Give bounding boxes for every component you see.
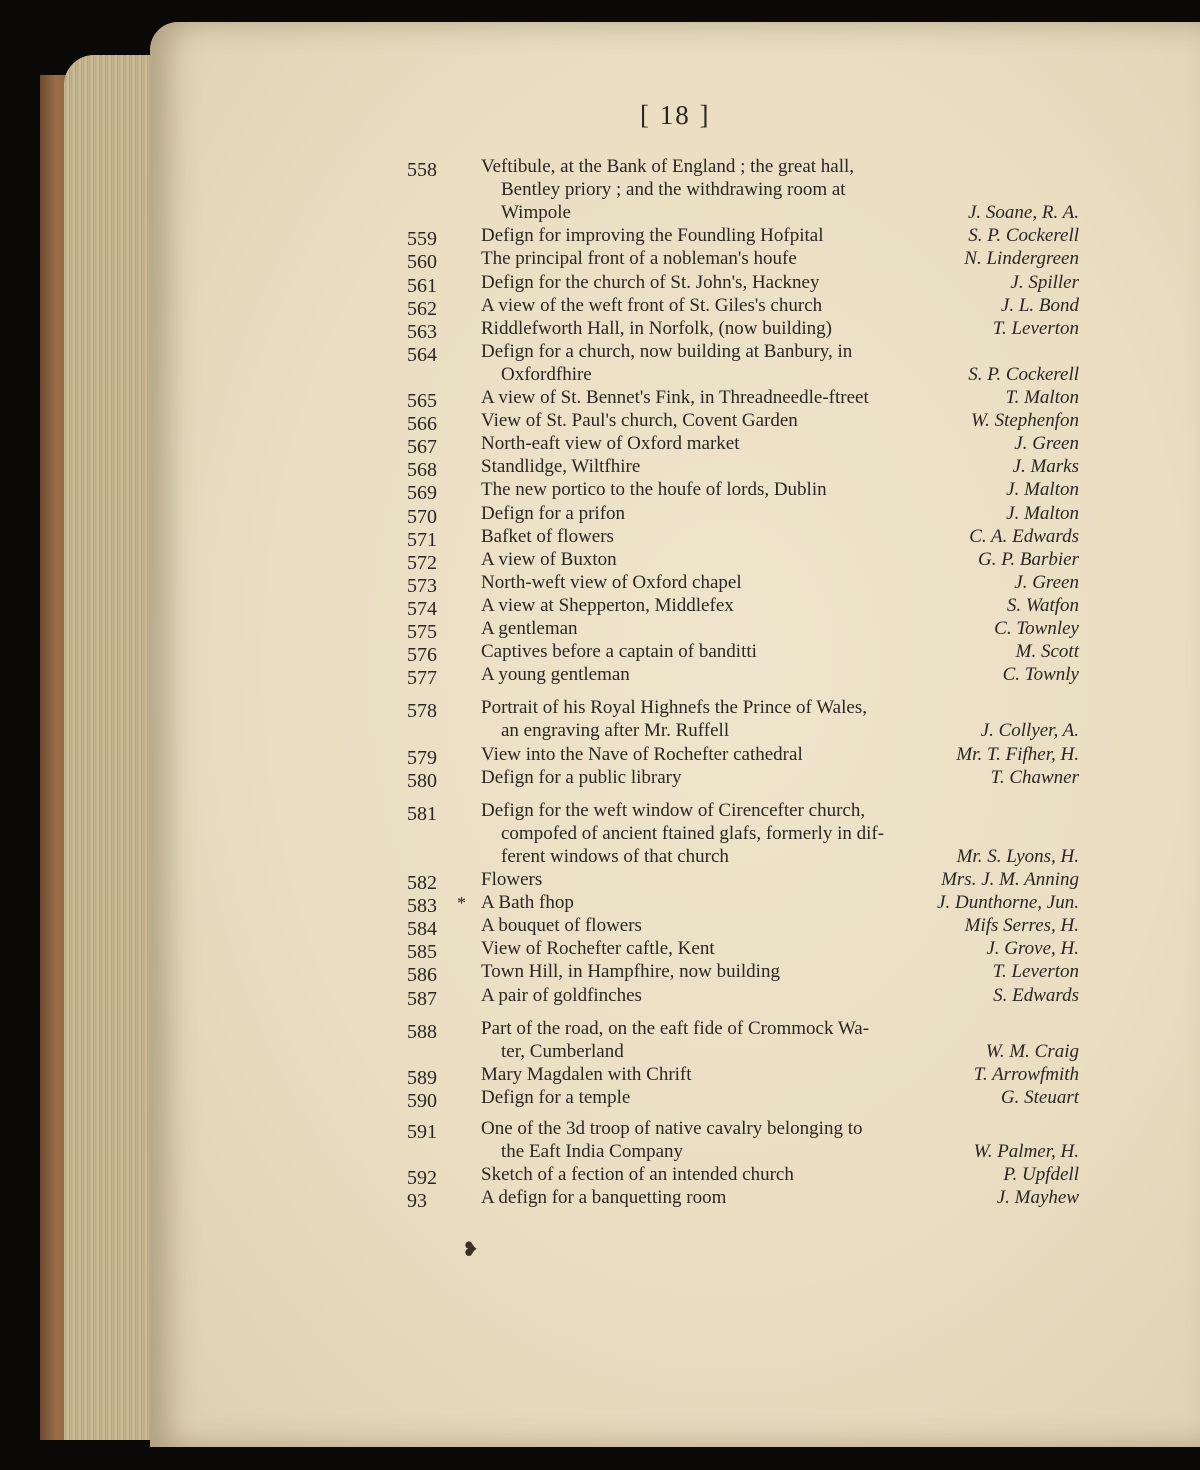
catalogue-entry: [395, 961, 1095, 987]
entry-title-continuation: ter, Cumberland: [501, 1040, 624, 1062]
entry-artist: T. Malton: [1005, 387, 1079, 408]
entry-artist: M. Scott: [1015, 641, 1079, 663]
entry-artist: J. Collyer, A.: [980, 720, 1079, 742]
entry-artist: Mrs. J. M. Anning: [941, 869, 1079, 890]
entry-number: 581: [407, 802, 437, 825]
catalogue-entry: [395, 1018, 1095, 1064]
entry-number: 585: [407, 941, 437, 964]
entry-title: Defign for a prifon: [481, 502, 626, 524]
entry-title: One of the 3d troop of native cavalry belonging to: [481, 1118, 863, 1139]
catalogue-entry: [395, 985, 1095, 1008]
entry-title: Town Hill, in Hampfhire, now building: [481, 961, 780, 983]
entry-artist: P. Upfdell: [1003, 1164, 1079, 1186]
entry-title: A Bath fhop: [481, 892, 574, 914]
catalogue-entry: [395, 572, 1095, 595]
catalogue-entry: [395, 225, 1095, 251]
entry-title-continuation: ferent windows of that church: [501, 845, 729, 867]
page-number: [ 18 ]: [640, 100, 711, 130]
entry-number: 570: [407, 505, 437, 528]
entry-title: North-weft view of Oxford chapel: [481, 571, 742, 593]
entry-number: 586: [407, 964, 437, 987]
entry-number: 571: [407, 528, 437, 551]
entry-artist: S. Watfon: [1006, 594, 1079, 616]
entry-number: 567: [407, 436, 437, 459]
catalogue-entry: [395, 387, 1095, 410]
entry-title: The principal front of a nobleman's houfe: [481, 248, 797, 270]
catalogue-entry: [395, 595, 1095, 618]
entry-number: 559: [407, 228, 437, 251]
entry-title: Veftibule, at the Bank of England ; the great hall,: [481, 156, 855, 177]
catalogue-entry: [395, 549, 1095, 572]
catalogue-entry: [395, 341, 1095, 387]
catalogue-entry: [395, 156, 1095, 225]
catalogue-entry: [395, 697, 1095, 743]
entry-artist: G. P. Barbier: [978, 548, 1079, 570]
entry-title: Defign for improving the Foundling Hofpital: [481, 225, 824, 247]
catalogue-entry: [395, 1164, 1095, 1190]
entry-artist: W. M. Craig: [985, 1040, 1079, 1062]
entry-title: A defign for a banquetting room: [481, 1187, 727, 1209]
entry-artist: C. A. Edwards: [969, 525, 1079, 547]
entry-artist: J. Green: [1014, 571, 1079, 593]
catalogue-entry: [395, 1087, 1095, 1110]
entry-title: View of St. Paul's church, Covent Garden: [481, 410, 798, 432]
entry-title-continuation: an engraving after Mr. Ruffell: [501, 720, 730, 742]
entry-title: Sketch of a fection of an intended church: [481, 1164, 794, 1186]
entry-title: Defign for a church, now building at Banbury, in: [481, 340, 853, 362]
catalogue-entry: [395, 318, 1095, 341]
entry-title: A young gentleman: [481, 664, 630, 686]
entry-number: 562: [407, 297, 437, 320]
entry-number: 579: [407, 746, 437, 769]
entry-number: 560: [407, 251, 437, 274]
catalogue-entry: [395, 1118, 1095, 1164]
entry-title-continuation: Bentley priory ; and the withdrawing room at: [501, 179, 846, 201]
entry-title: Flowers: [481, 869, 543, 890]
catalogue-entry: [395, 272, 1095, 295]
entry-title: A view at Shepperton, Middlefex: [481, 594, 734, 616]
catalogue-entry: [395, 618, 1095, 641]
catalogue-entry: [395, 503, 1095, 526]
catalogue-entry: [395, 767, 1095, 790]
entry-artist: W. Palmer, H.: [973, 1141, 1079, 1163]
entry-artist: S. P. Cockerell: [968, 363, 1079, 385]
catchword-mark: ❥: [462, 1239, 479, 1261]
catalogue-entry: [395, 641, 1095, 667]
catalogue-entry: [395, 744, 1095, 767]
entry-title: The new portico to the houfe of lords, Dublin: [481, 479, 827, 501]
entry-number: 582: [407, 872, 437, 894]
entry-title-continuation: compofed of ancient ftained glafs, formerly in dif-: [501, 822, 885, 844]
entry-title: Defign for the church of St. John's, Hackney: [481, 271, 820, 293]
catalogue-entry: [395, 526, 1095, 549]
entry-number: 590: [407, 1089, 437, 1112]
entry-artist: J. Soane, R. A.: [968, 202, 1079, 224]
entry-title: A bouquet of flowers: [481, 915, 642, 937]
entry-number: 578: [407, 700, 437, 723]
entry-artist: C. Townly: [1002, 664, 1079, 686]
entry-title-continuation: Wimpole: [501, 202, 571, 224]
entry-artist: J. Dunthorne, Jun.: [937, 892, 1079, 914]
entry-title: Riddlefworth Hall, in Norfolk, (now building): [481, 317, 832, 339]
catalogue-entry: [395, 664, 1095, 690]
entry-title: Defign for a temple: [481, 1086, 631, 1108]
entry-artist: J. L. Bond: [1000, 294, 1079, 316]
catalogue-entry: [395, 479, 1095, 505]
entry-title: North-eaft view of Oxford market: [481, 433, 740, 455]
entry-number: 93: [407, 1190, 427, 1213]
catalogue-entry: [395, 869, 1095, 892]
catalogue-entry: [395, 295, 1095, 318]
entry-number: 587: [407, 987, 437, 1010]
catalogue-entry: [395, 892, 1095, 918]
entry-artist: J. Green: [1014, 433, 1079, 455]
entry-artist: W. Stephenfon: [970, 410, 1079, 432]
entry-number: 564: [407, 343, 437, 366]
entry-artist: J. Mayhew: [996, 1187, 1079, 1209]
entry-number: 574: [407, 597, 437, 620]
entry-number: 584: [407, 918, 437, 941]
entry-artist: C. Townley: [994, 618, 1079, 639]
entry-title: View of Rochefter caftle, Kent: [481, 938, 715, 960]
entry-number: 565: [407, 390, 437, 412]
entry-artist: S. Edwards: [993, 984, 1079, 1006]
entry-number: 572: [407, 551, 437, 574]
catalogue-entry: [395, 248, 1095, 274]
entry-number: 591: [407, 1121, 437, 1143]
entry-artist: T. Arrowfmith: [973, 1063, 1079, 1085]
entry-artist: Mifs Serres, H.: [964, 915, 1079, 937]
entry-title: Captives before a captain of banditti: [481, 641, 757, 663]
entry-artist: Mr. T. Fifher, H.: [956, 743, 1079, 765]
entry-title: A view of the weft front of St. Giles's church: [481, 294, 823, 316]
entry-title-continuation: Oxfordfhire: [501, 363, 592, 385]
entry-artist: J. Malton: [1006, 502, 1079, 524]
catalogue-entry: [395, 433, 1095, 459]
catalogue-entry: [395, 456, 1095, 482]
catalogue-entry: [395, 938, 1095, 964]
entry-title: Defign for a public library: [481, 766, 682, 788]
entry-artist: T. Leverton: [992, 317, 1079, 339]
entry-number: 580: [407, 769, 437, 792]
entry-number: 561: [407, 274, 437, 297]
catalogue-entry: [395, 1064, 1095, 1087]
entry-number: 583: [407, 895, 437, 918]
entry-title: Bafket of flowers: [481, 525, 614, 547]
entry-number: 575: [407, 621, 437, 643]
catalogue-entry: [395, 800, 1095, 869]
entry-artist: T. Leverton: [992, 961, 1079, 983]
entry-artist: S. P. Cockerell: [968, 225, 1079, 247]
entry-number: 588: [407, 1020, 437, 1043]
entry-number: 563: [407, 320, 437, 343]
entry-number: 568: [407, 459, 437, 482]
entry-number: 569: [407, 482, 437, 505]
entry-artist: Mr. S. Lyons, H.: [956, 845, 1079, 867]
entry-number: 573: [407, 574, 437, 597]
catalogue-entry: [395, 915, 1095, 941]
entry-artist: N. Lindergreen: [964, 248, 1079, 270]
entry-title: A view of St. Bennet's Fink, in Threadneedle-ftreet: [481, 387, 869, 408]
entry-artist: J. Grove, H.: [986, 938, 1079, 960]
entry-artist: G. Steuart: [1000, 1086, 1079, 1108]
catalogue-entry: [395, 410, 1095, 436]
entry-number: 566: [407, 413, 437, 436]
entry-artist: J. Malton: [1006, 479, 1079, 501]
entry-title: A gentleman: [481, 618, 578, 639]
entry-marker: *: [457, 893, 466, 914]
entry-title: View into the Nave of Rochefter cathedral: [481, 743, 803, 765]
entry-title: Standlidge, Wiltfhire: [481, 456, 641, 478]
entry-title: A pair of goldfinches: [481, 984, 642, 1006]
entry-artist: J. Spiller: [1010, 271, 1079, 293]
entry-number: 592: [407, 1167, 437, 1190]
entry-title: Portrait of his Royal Highnefs the Prince of Wales,: [481, 697, 867, 719]
entry-title: Part of the road, on the eaft fide of Crommock Wa-: [481, 1017, 870, 1039]
entry-artist: T. Chawner: [990, 766, 1079, 788]
entry-title: A view of Buxton: [481, 548, 617, 570]
entry-number: 577: [407, 667, 437, 690]
entry-number: 558: [407, 159, 437, 181]
entry-title: Mary Magdalen with Chrift: [481, 1063, 692, 1085]
entry-number: 589: [407, 1066, 437, 1089]
entry-title-continuation: the Eaft India Company: [501, 1141, 684, 1163]
entry-artist: J. Marks: [1012, 456, 1079, 478]
entry-number: 576: [407, 644, 437, 667]
entry-title: Defign for the weft window of Cirencefter church,: [481, 799, 866, 821]
catalogue-entry: [395, 1187, 1095, 1213]
